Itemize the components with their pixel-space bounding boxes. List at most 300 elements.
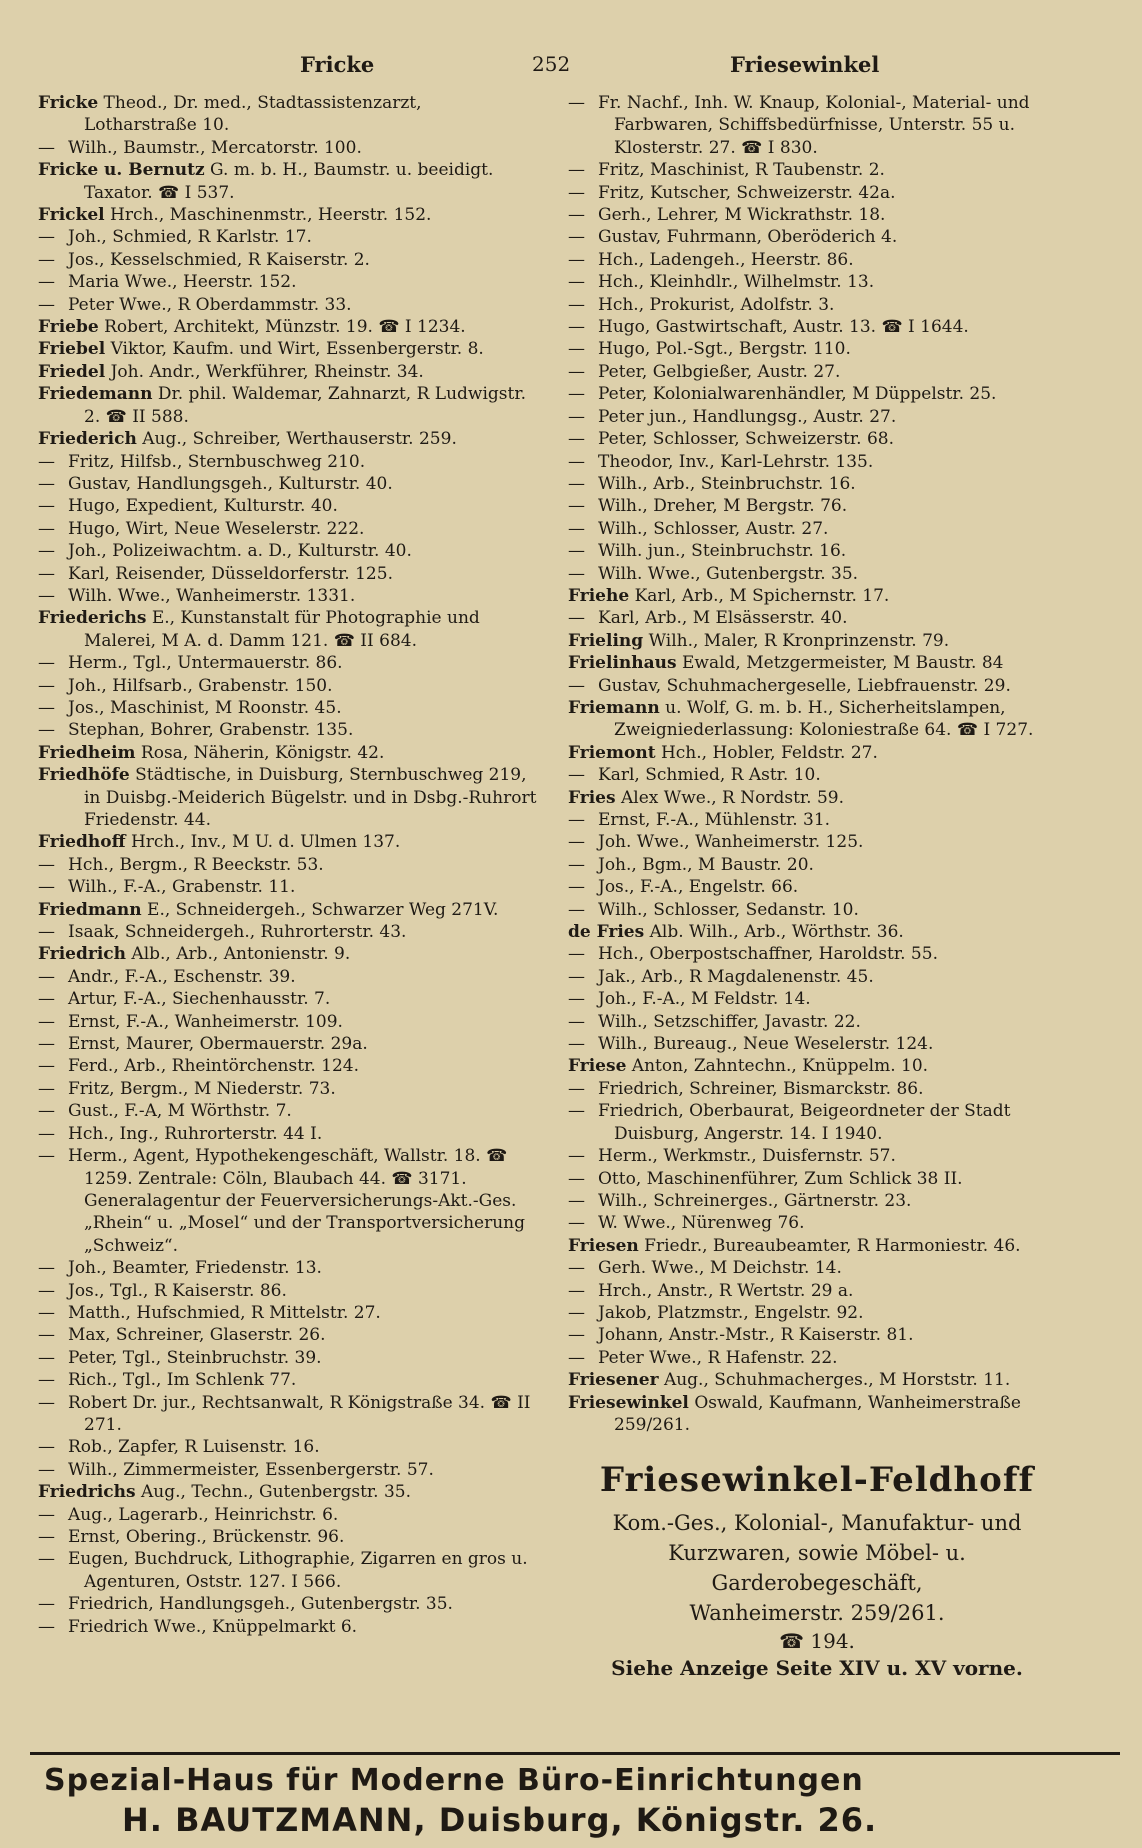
entry-details: Fr. Nachf., Inh. W. Knaup, Kolonial-, Material- und Farbwaren, Schiffsbedürfnisse, Unterstr. 55 u. Klosterstr. 27. ☎ I 830. xyxy=(598,93,1030,158)
directory-entry xyxy=(568,876,1066,898)
directory-entry xyxy=(568,1078,1066,1100)
entry-details: G. m. b. H., Baumstr. u. beeidigt. Taxator. ☎ I 537. xyxy=(84,160,494,203)
directory-entry xyxy=(38,764,538,831)
repeat-dash: — xyxy=(38,1078,55,1099)
directory-entry xyxy=(568,1011,1066,1033)
repeat-dash: — xyxy=(38,1437,55,1458)
entry-surname: Friedrich xyxy=(38,944,127,965)
entry-details: Friedrich, Schreiner, Bismarckstr. 86. xyxy=(598,1078,924,1099)
repeat-dash: — xyxy=(568,877,585,898)
directory-entry xyxy=(568,563,1066,585)
repeat-dash: — xyxy=(568,496,585,517)
entry-details: Viktor, Kaufm. und Wirt, Essenbergerstr. 8. xyxy=(110,339,484,360)
directory-entry xyxy=(38,1100,538,1122)
directory-entry xyxy=(568,428,1066,450)
entry-details: Robert, Architekt, Münzstr. 19. ☎ I 1234. xyxy=(104,317,466,338)
right-entries xyxy=(568,92,1066,1436)
directory-entry xyxy=(568,451,1066,473)
entry-details: Peter, Gelbgießer, Austr. 27. xyxy=(598,361,841,382)
entry-details: E., Schneidergeh., Schwarzer Weg 271V. xyxy=(147,899,499,920)
entry-details: Herm., Agent, Hypothekengeschäft, Wallstr. 18. ☎ 1259. Zentrale: Cöln, Blaubach 44. ☎ 3171. Generalagentur der Feuerversicherungs-Akt.-Ges. „Rhein“ u. „Mosel“ und der Transportversicherung „Schweiz“. xyxy=(68,1146,526,1256)
entry-surname: Fries xyxy=(568,787,616,808)
directory-entry xyxy=(568,294,1066,316)
directory-entry xyxy=(38,943,538,965)
entry-details: Rosa, Näherin, Königstr. 42. xyxy=(140,742,385,763)
repeat-dash: — xyxy=(568,160,585,181)
directory-entry xyxy=(568,249,1066,271)
entry-surname: Friese xyxy=(568,1056,627,1077)
directory-entry xyxy=(38,719,538,741)
entry-details: Aug., Schuhmacherges., M Horststr. 11. xyxy=(663,1370,1011,1391)
entry-details: Hch., Bergm., R Beeckstr. 53. xyxy=(68,854,324,875)
directory-entry xyxy=(568,1100,1066,1145)
entry-details: Hugo, Expedient, Kulturstr. 40. xyxy=(68,496,338,517)
repeat-dash: — xyxy=(38,1101,55,1122)
entry-details: Hch., Kleinhdlr., Wilhelmstr. 13. xyxy=(598,272,875,293)
entry-surname: Frielinhaus xyxy=(568,653,677,674)
repeat-dash: — xyxy=(38,1123,55,1144)
directory-entry xyxy=(568,338,1066,360)
repeat-dash: — xyxy=(568,854,585,875)
entry-details: Wilh. Wwe., Gutenbergstr. 35. xyxy=(598,563,859,584)
entry-details: Hch., Hobler, Feldstr. 27. xyxy=(660,742,878,763)
repeat-dash: — xyxy=(568,249,585,270)
entry-details: Peter Wwe., R Hafenstr. 22. xyxy=(598,1347,838,1368)
entry-surname: Fricke xyxy=(38,93,99,113)
entry-surname: Frieling xyxy=(568,630,644,651)
repeat-dash: — xyxy=(568,944,585,965)
directory-entry xyxy=(38,1392,538,1437)
repeat-dash: — xyxy=(568,1011,585,1032)
directory-entry xyxy=(568,316,1066,338)
entry-details: Alb. Wilh., Arb., Wörthstr. 36. xyxy=(649,922,904,943)
directory-entry xyxy=(568,406,1066,428)
repeat-dash: — xyxy=(38,1616,55,1637)
directory-entry xyxy=(38,1145,538,1257)
entry-details: Jos., Kesselschmied, R Kaiserstr. 2. xyxy=(68,249,370,270)
footer-line: Spezial-Haus für Moderne Büro-Einrichtungen xyxy=(44,1763,864,1798)
entry-details: Wilh., Schlosser, Austr. 27. xyxy=(598,518,829,539)
repeat-dash: — xyxy=(568,899,585,920)
repeat-dash: — xyxy=(568,810,585,830)
entry-surname: Frickel xyxy=(38,205,105,226)
entry-details: Peter, Schlosser, Schweizerstr. 68. xyxy=(598,429,895,450)
repeat-dash: — xyxy=(568,1168,585,1189)
entry-details: Wilh., Setzschiffer, Javastr. 22. xyxy=(598,1011,861,1032)
entry-surname: Friesener xyxy=(568,1370,659,1391)
entry-details: Gustav, Fuhrmann, Oberöderich 4. xyxy=(598,227,898,248)
repeat-dash: — xyxy=(568,1347,585,1368)
entry-surname: de Fries xyxy=(568,922,645,943)
directory-entry xyxy=(38,1123,538,1145)
directory-entry xyxy=(38,540,538,562)
repeat-dash: — xyxy=(568,518,585,539)
directory-entry xyxy=(568,182,1066,204)
repeat-dash: — xyxy=(38,1347,55,1368)
entry-details: Gerh., Lehrer, M Wickrathstr. 18. xyxy=(598,205,886,226)
repeat-dash: — xyxy=(568,765,585,786)
repeat-dash: — xyxy=(38,1392,55,1413)
directory-entry xyxy=(568,764,1066,786)
directory-entry xyxy=(38,921,538,943)
directory-entry xyxy=(38,1459,538,1481)
entry-details: Friedrich, Oberbaurat, Beigeordneter der Stadt Duisburg, Angerstr. 14. I 1940. xyxy=(598,1101,1011,1144)
directory-entry xyxy=(38,226,538,248)
entry-details: Joh., Hilfsarb., Grabenstr. 150. xyxy=(68,675,333,696)
directory-entry xyxy=(568,1347,1066,1369)
repeat-dash: — xyxy=(568,1101,585,1122)
entry-surname: Friemont xyxy=(568,742,656,763)
footer-rule xyxy=(30,1752,1120,1755)
entry-details: Wilh., Zimmermeister, Essenbergerstr. 57. xyxy=(68,1459,434,1480)
repeat-dash: — xyxy=(568,1302,585,1323)
entry-surname: Friedemann xyxy=(38,384,153,405)
entry-details: Peter jun., Handlungsg., Austr. 27. xyxy=(598,406,897,427)
directory-entry xyxy=(38,316,538,338)
repeat-dash: — xyxy=(568,1258,585,1279)
entry-details: Ernst, F.-A., Wanheimerstr. 109. xyxy=(68,1011,343,1032)
entry-surname: Friedmann xyxy=(38,899,142,920)
entry-details: E., Kunstanstalt für Photographie und Malerei, M A. d. Damm 121. ☎ II 684. xyxy=(84,608,480,651)
entry-details: Wilh., Baumstr., Mercatorstr. 100. xyxy=(68,137,362,158)
directory-entry xyxy=(568,1324,1066,1346)
repeat-dash: — xyxy=(38,697,55,718)
repeat-dash: — xyxy=(38,227,55,248)
repeat-dash: — xyxy=(38,653,55,674)
repeat-dash: — xyxy=(568,541,585,562)
directory-entry xyxy=(38,607,538,652)
repeat-dash: — xyxy=(38,496,55,517)
entry-details: Gust., F.-A, M Wörthstr. 7. xyxy=(68,1101,292,1122)
directory-entry xyxy=(568,271,1066,293)
directory-entry xyxy=(568,652,1066,674)
left-column xyxy=(38,92,538,1638)
directory-entry xyxy=(38,1324,538,1346)
entry-details: Gerh. Wwe., M Deichstr. 14. xyxy=(598,1258,842,1279)
entry-details: Joh., Bgm., M Baustr. 20. xyxy=(598,854,814,875)
repeat-dash: — xyxy=(568,429,585,450)
header-right: Friesewinkel xyxy=(730,52,880,77)
entry-details: Maria Wwe., Heerstr. 152. xyxy=(68,272,297,293)
directory-entry xyxy=(568,540,1066,562)
entry-details: Hugo, Gastwirtschaft, Austr. 13. ☎ I 1644. xyxy=(598,317,969,338)
entry-details: Wilh., Schlosser, Sedanstr. 10. xyxy=(598,899,859,920)
directory-entry xyxy=(38,1011,538,1033)
repeat-dash: — xyxy=(568,272,585,293)
entry-surname: Friedhöfe xyxy=(38,765,130,786)
entry-details: Ferd., Arb., Rheintörchenstr. 124. xyxy=(68,1056,359,1077)
directory-entry xyxy=(38,988,538,1010)
repeat-dash: — xyxy=(568,406,585,427)
ad-reference: Siehe Anzeige Seite XIV u. XV vorne. xyxy=(611,1656,1023,1681)
repeat-dash: — xyxy=(38,473,55,494)
entry-details: Joh., Schmied, R Karlstr. 17. xyxy=(68,227,312,248)
directory-entry xyxy=(38,585,538,607)
directory-entry xyxy=(38,831,538,853)
ad-phone: ☎ 194. xyxy=(779,1629,855,1654)
ad-title: Friesewinkel-Feldhoff xyxy=(599,1460,1035,1501)
repeat-dash: — xyxy=(568,1280,585,1301)
entry-details: Hch., Prokurist, Adolfstr. 3. xyxy=(598,294,835,315)
entry-details: Eugen, Buchdruck, Lithographie, Zigarren en gros u. Agenturen, Oststr. 127. I 566. xyxy=(68,1549,528,1592)
entry-details: Karl, Arb., M Elsässerstr. 40. xyxy=(598,608,848,629)
entry-details: Aug., Lagerarb., Heinrichstr. 6. xyxy=(68,1504,339,1525)
entry-details: Andr., F.-A., Eschenstr. 39. xyxy=(68,966,296,987)
entry-details: Wilh., Bureaug., Neue Weselerstr. 124. xyxy=(598,1034,934,1055)
directory-entry xyxy=(38,428,538,450)
repeat-dash: — xyxy=(38,1504,55,1525)
directory-entry xyxy=(568,1302,1066,1324)
entry-details: Friedrich Wwe., Knüppelmarkt 6. xyxy=(68,1616,358,1637)
entry-surname: Friederichs xyxy=(38,608,147,629)
directory-entry xyxy=(568,226,1066,248)
repeat-dash: — xyxy=(38,1056,55,1077)
directory-entry xyxy=(38,518,538,540)
directory-entry xyxy=(568,742,1066,764)
directory-entry xyxy=(38,204,538,226)
directory-entry xyxy=(568,159,1066,181)
entry-details: Hrch., Anstr., R Wertstr. 29 a. xyxy=(598,1280,854,1301)
repeat-dash: — xyxy=(38,563,55,584)
repeat-dash: — xyxy=(38,720,55,741)
entry-details: Karl, Arb., M Spichernstr. 17. xyxy=(634,585,890,606)
directory-entry xyxy=(38,854,538,876)
repeat-dash: — xyxy=(568,294,585,315)
entry-surname: Friebel xyxy=(38,339,106,360)
repeat-dash: — xyxy=(38,966,55,987)
repeat-dash: — xyxy=(568,989,585,1010)
directory-entry xyxy=(38,1616,538,1638)
directory-entry xyxy=(568,1235,1066,1257)
footer-line: H. BAUTZMANN, Duisburg, Königstr. 26. xyxy=(122,1801,878,1839)
repeat-dash: — xyxy=(38,518,55,539)
ad-line: Kurzwaren, sowie Möbel- u. Garderobegeschäft, xyxy=(668,1541,966,1596)
entry-surname: Friedhoff xyxy=(38,832,126,853)
repeat-dash: — xyxy=(568,608,585,629)
directory-entry xyxy=(38,1302,538,1324)
repeat-dash: — xyxy=(38,294,55,315)
entry-details: Hch., Ladengeh., Heerstr. 86. xyxy=(598,249,854,270)
entry-details: Theodor, Inv., Karl-Lehrstr. 135. xyxy=(598,451,874,472)
entry-details: Dr. phil. Waldemar, Zahnarzt, R Ludwigstr. 2. ☎ II 588. xyxy=(84,384,526,427)
entry-details: Isaak, Schneidergeh., Ruhrorterstr. 43. xyxy=(68,922,407,943)
directory-entry xyxy=(568,92,1066,159)
entry-details: Stephan, Bohrer, Grabenstr. 135. xyxy=(68,720,354,741)
entry-details: Otto, Maschinenführer, Zum Schlick 38 II. xyxy=(598,1168,963,1189)
repeat-dash: — xyxy=(38,451,55,472)
directory-entry xyxy=(38,1347,538,1369)
directory-entry xyxy=(568,1369,1066,1391)
repeat-dash: — xyxy=(38,877,55,898)
repeat-dash: — xyxy=(38,922,55,943)
directory-entry xyxy=(38,361,538,383)
directory-entry xyxy=(38,1257,538,1279)
repeat-dash: — xyxy=(568,1146,585,1167)
ad-line: Kom.-Ges., Kolonial-, Manufaktur- und xyxy=(612,1511,1022,1536)
directory-entry xyxy=(568,495,1066,517)
directory-entry xyxy=(38,1526,538,1548)
repeat-dash: — xyxy=(38,1302,55,1323)
directory-entry xyxy=(568,1168,1066,1190)
directory-entry xyxy=(38,1436,538,1458)
entry-details: Wilh., Arb., Steinbruchstr. 16. xyxy=(598,473,856,494)
directory-entry xyxy=(568,697,1066,742)
directory-entry xyxy=(38,966,538,988)
entry-details: Hugo, Wirt, Neue Weselerstr. 222. xyxy=(68,518,365,539)
right-column xyxy=(568,92,1066,1682)
entry-surname: Fricke u. Bernutz xyxy=(38,160,205,181)
entry-details: Theod., Dr. med., Stadtassistenzarzt, Lotharstraße 10. xyxy=(84,93,422,136)
entry-details: Ernst, F.-A., Mühlenstr. 31. xyxy=(598,810,831,830)
entry-details: Hch., Ing., Ruhrorterstr. 44 I. xyxy=(68,1123,323,1144)
entry-details: Herm., Tgl., Untermauerstr. 86. xyxy=(68,653,343,674)
repeat-dash: — xyxy=(38,1034,55,1055)
entry-details: Oswald, Kaufmann, Wanheimerstraße 259/261. xyxy=(614,1392,1021,1435)
entry-details: Ewald, Metzgermeister, M Baustr. 84 xyxy=(682,653,1004,674)
repeat-dash: — xyxy=(568,1190,585,1211)
repeat-dash: — xyxy=(38,1459,55,1480)
entry-details: Gustav, Schuhmachergeselle, Liebfrauenstr. 29. xyxy=(598,675,1011,696)
entry-details: Jos., F.-A., Engelstr. 66. xyxy=(598,877,799,898)
entry-surname: Friebe xyxy=(38,317,99,338)
directory-entry xyxy=(568,831,1066,853)
repeat-dash: — xyxy=(38,541,55,562)
entry-details: Hrch., Inv., M U. d. Ulmen 137. xyxy=(130,832,401,853)
ad-line: Wanheimerstr. 259/261. xyxy=(689,1601,945,1626)
repeat-dash: — xyxy=(568,563,585,584)
repeat-dash: — xyxy=(568,205,585,226)
repeat-dash: — xyxy=(38,1549,55,1570)
directory-entry xyxy=(38,1078,538,1100)
repeat-dash: — xyxy=(568,227,585,248)
entry-details: W. Wwe., Nürenweg 76. xyxy=(598,1213,805,1234)
directory-entry xyxy=(38,697,538,719)
repeat-dash: — xyxy=(568,1325,585,1346)
repeat-dash: — xyxy=(38,1325,55,1346)
directory-entry xyxy=(568,966,1066,988)
directory-entry xyxy=(38,899,538,921)
footer-advert xyxy=(44,1762,1114,1840)
directory-entry xyxy=(38,271,538,293)
entry-details: Joh., Polizeiwachtm. a. D., Kulturstr. 40. xyxy=(68,541,412,562)
entry-details: Alex Wwe., R Nordstr. 59. xyxy=(620,787,845,808)
entry-details: Wilh., F.-A., Grabenstr. 11. xyxy=(68,877,296,898)
entry-details: Alb., Arb., Antonienstr. 9. xyxy=(131,944,351,965)
entry-details: Hch., Oberpostschaffner, Haroldstr. 55. xyxy=(598,944,938,965)
entry-details: Max, Schreiner, Glaserstr. 26. xyxy=(68,1325,326,1346)
directory-entry xyxy=(38,675,538,697)
header-left: Fricke xyxy=(300,52,375,77)
directory-entry xyxy=(568,921,1066,943)
entry-details: Hugo, Pol.-Sgt., Bergstr. 110. xyxy=(598,339,851,360)
entry-details: Friedr., Bureaubeamter, R Harmoniestr. 46. xyxy=(644,1235,1021,1256)
repeat-dash: — xyxy=(568,832,585,853)
entry-details: Peter, Tgl., Steinbruchstr. 39. xyxy=(68,1347,322,1368)
directory-entry xyxy=(38,876,538,898)
repeat-dash: — xyxy=(568,473,585,494)
repeat-dash: — xyxy=(38,272,55,293)
entry-details: Anton, Zahntechn., Knüppelm. 10. xyxy=(631,1056,929,1077)
entry-details: Fritz, Kutscher, Schweizerstr. 42a. xyxy=(598,182,896,203)
directory-entry xyxy=(38,1033,538,1055)
entry-details: Fritz, Bergm., M Niederstr. 73. xyxy=(68,1078,336,1099)
directory-entry xyxy=(38,652,538,674)
directory-entry xyxy=(568,630,1066,652)
entry-details: Friedrich, Handlungsgeh., Gutenbergstr. 35. xyxy=(68,1594,453,1615)
entry-details: Gustav, Handlungsgeh., Kulturstr. 40. xyxy=(68,473,393,494)
repeat-dash: — xyxy=(38,1146,55,1167)
directory-entry xyxy=(568,1145,1066,1167)
directory-entry xyxy=(38,451,538,473)
directory-entry xyxy=(38,249,538,271)
directory-entry xyxy=(38,92,538,137)
entry-details: Fritz, Hilfsb., Sternbuschweg 210. xyxy=(68,451,366,472)
repeat-dash: — xyxy=(568,1034,585,1055)
repeat-dash: — xyxy=(568,361,585,382)
entry-details: Jakob, Platzmstr., Engelstr. 92. xyxy=(598,1302,864,1323)
repeat-dash: — xyxy=(568,93,585,113)
directory-entry xyxy=(568,1033,1066,1055)
entry-details: Jos., Maschinist, M Roonstr. 45. xyxy=(68,697,342,718)
repeat-dash: — xyxy=(38,585,55,606)
entry-details: Fritz, Maschinist, R Taubenstr. 2. xyxy=(598,160,885,181)
directory-entry xyxy=(568,1212,1066,1234)
advertisement xyxy=(568,1460,1066,1682)
repeat-dash: — xyxy=(568,317,585,338)
directory-entry xyxy=(38,495,538,517)
entry-details: Wilh. Wwe., Wanheimerstr. 1331. xyxy=(68,585,356,606)
entry-surname: Friesen xyxy=(568,1235,639,1256)
entry-details: Joh., Beamter, Friedenstr. 13. xyxy=(68,1258,322,1279)
entry-details: Karl, Reisender, Düsseldorferstr. 125. xyxy=(68,563,393,584)
entry-details: Rob., Zapfer, R Luisenstr. 16. xyxy=(68,1437,320,1458)
directory-entry xyxy=(568,1257,1066,1279)
entry-details: u. Wolf, G. m. b. H., Sicherheitslampen, Zweigniederlassung: Koloniestraße 64. ☎ I 727. xyxy=(614,697,1034,741)
directory-entry xyxy=(568,473,1066,495)
directory-entry xyxy=(38,1369,538,1391)
directory-entry xyxy=(568,675,1066,697)
repeat-dash: — xyxy=(568,339,585,360)
entry-details: Karl, Schmied, R Astr. 10. xyxy=(598,765,821,786)
directory-entry xyxy=(568,204,1066,226)
repeat-dash: — xyxy=(568,675,585,696)
entry-surname: Friesewinkel xyxy=(568,1392,689,1413)
directory-entry xyxy=(38,159,538,204)
repeat-dash: — xyxy=(568,1078,585,1099)
repeat-dash: — xyxy=(38,1280,55,1301)
entry-details: Wilh., Schreinerges., Gärtnerstr. 23. xyxy=(598,1190,912,1211)
directory-entry xyxy=(38,294,538,316)
directory-entry xyxy=(568,585,1066,607)
entry-details: Artur, F.-A., Siechenhausstr. 7. xyxy=(68,989,331,1010)
entry-details: Wilh., Dreher, M Bergstr. 76. xyxy=(598,496,848,517)
repeat-dash: — xyxy=(38,989,55,1010)
repeat-dash: — xyxy=(568,182,585,203)
directory-entry xyxy=(568,1190,1066,1212)
entry-details: Jos., Tgl., R Kaiserstr. 86. xyxy=(68,1280,287,1301)
entry-surname: Friedheim xyxy=(38,742,136,763)
entry-details: Wilh. jun., Steinbruchstr. 16. xyxy=(598,541,847,562)
entry-surname: Friedel xyxy=(38,361,106,382)
entry-surname: Friedrichs xyxy=(38,1482,136,1503)
entry-details: Joh. Wwe., Wanheimerstr. 125. xyxy=(598,832,864,853)
entry-details: Hrch., Maschinenmstr., Heerstr. 152. xyxy=(110,205,432,226)
entry-details: Jak., Arb., R Magdalenenstr. 45. xyxy=(598,966,874,987)
directory-entry xyxy=(38,1481,538,1503)
repeat-dash: — xyxy=(568,966,585,987)
entry-details: Peter Wwe., R Oberdammstr. 33. xyxy=(68,294,352,315)
entry-details: Ernst, Maurer, Obermauerstr. 29a. xyxy=(68,1034,368,1055)
